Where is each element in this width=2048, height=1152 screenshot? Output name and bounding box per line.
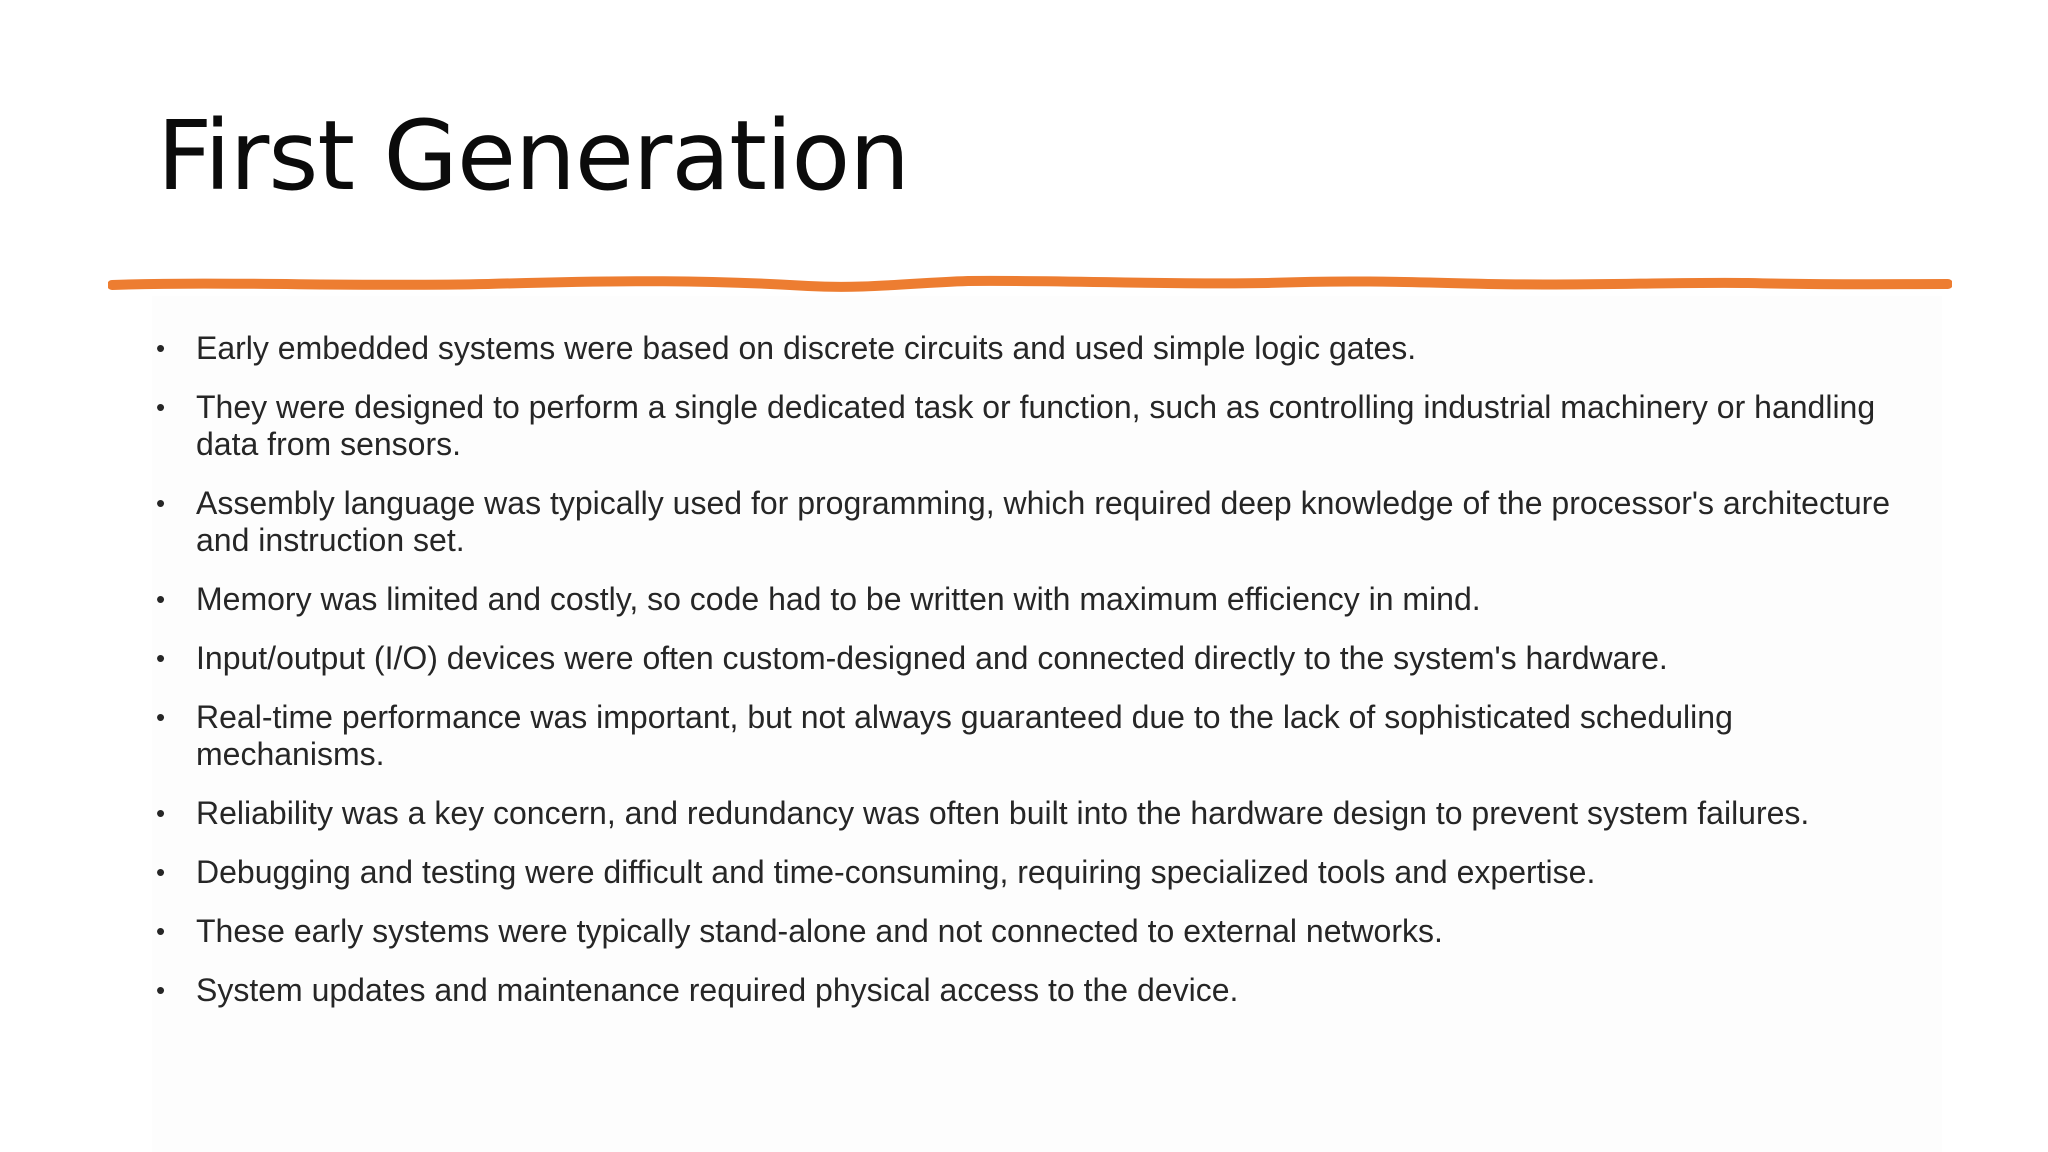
bullet-marker: • [156, 333, 166, 363]
bullet-marker: • [156, 643, 166, 673]
bullet-item [152, 699, 1892, 773]
bullet-marker: • [156, 488, 166, 518]
bullet-item [152, 640, 1892, 677]
bullet-item [152, 330, 1892, 367]
bullet-item [152, 581, 1892, 618]
bullet-marker: • [156, 857, 166, 887]
bullet-text: Memory was limited and costly, so code had to be written with maximum efficiency in mind. [196, 581, 1481, 617]
slide-title: First Generation [157, 100, 910, 212]
bullet-item [152, 389, 1892, 463]
bullet-text: Debugging and testing were difficult and time-consuming, requiring specialized tools and expertise. [196, 854, 1596, 890]
bullet-marker: • [156, 584, 166, 614]
bullet-text: Real-time performance was important, but not always guaranteed due to the lack of sophisticated scheduling mechanisms. [196, 699, 1733, 772]
bullet-text: These early systems were typically stand-alone and not connected to external networks. [196, 913, 1443, 949]
bullet-item [152, 854, 1892, 891]
bullet-item [152, 485, 1892, 559]
bullet-list [152, 330, 1892, 1031]
bullet-item [152, 795, 1892, 832]
bullet-marker: • [156, 702, 166, 732]
bullet-marker: • [156, 798, 166, 828]
bullet-marker: • [156, 975, 166, 1005]
bullet-text: Reliability was a key concern, and redundancy was often built into the hardware design to prevent system failures. [196, 795, 1810, 831]
bullet-text: Early embedded systems were based on discrete circuits and used simple logic gates. [196, 330, 1417, 366]
bullet-text: Assembly language was typically used for programming, which required deep knowledge of the processor's architecture and instruction set. [196, 485, 1891, 558]
bullet-item [152, 972, 1892, 1009]
title-underline [108, 270, 1952, 298]
bullet-marker: • [156, 916, 166, 946]
bullet-text: System updates and maintenance required physical access to the device. [196, 972, 1239, 1008]
bullet-text: They were designed to perform a single dedicated task or function, such as controlling industrial machinery or handling data from sensors. [196, 389, 1876, 462]
bullet-item [152, 913, 1892, 950]
bullet-text: Input/output (I/O) devices were often custom-designed and connected directly to the system's hardware. [196, 640, 1668, 676]
bullet-marker: • [156, 392, 166, 422]
